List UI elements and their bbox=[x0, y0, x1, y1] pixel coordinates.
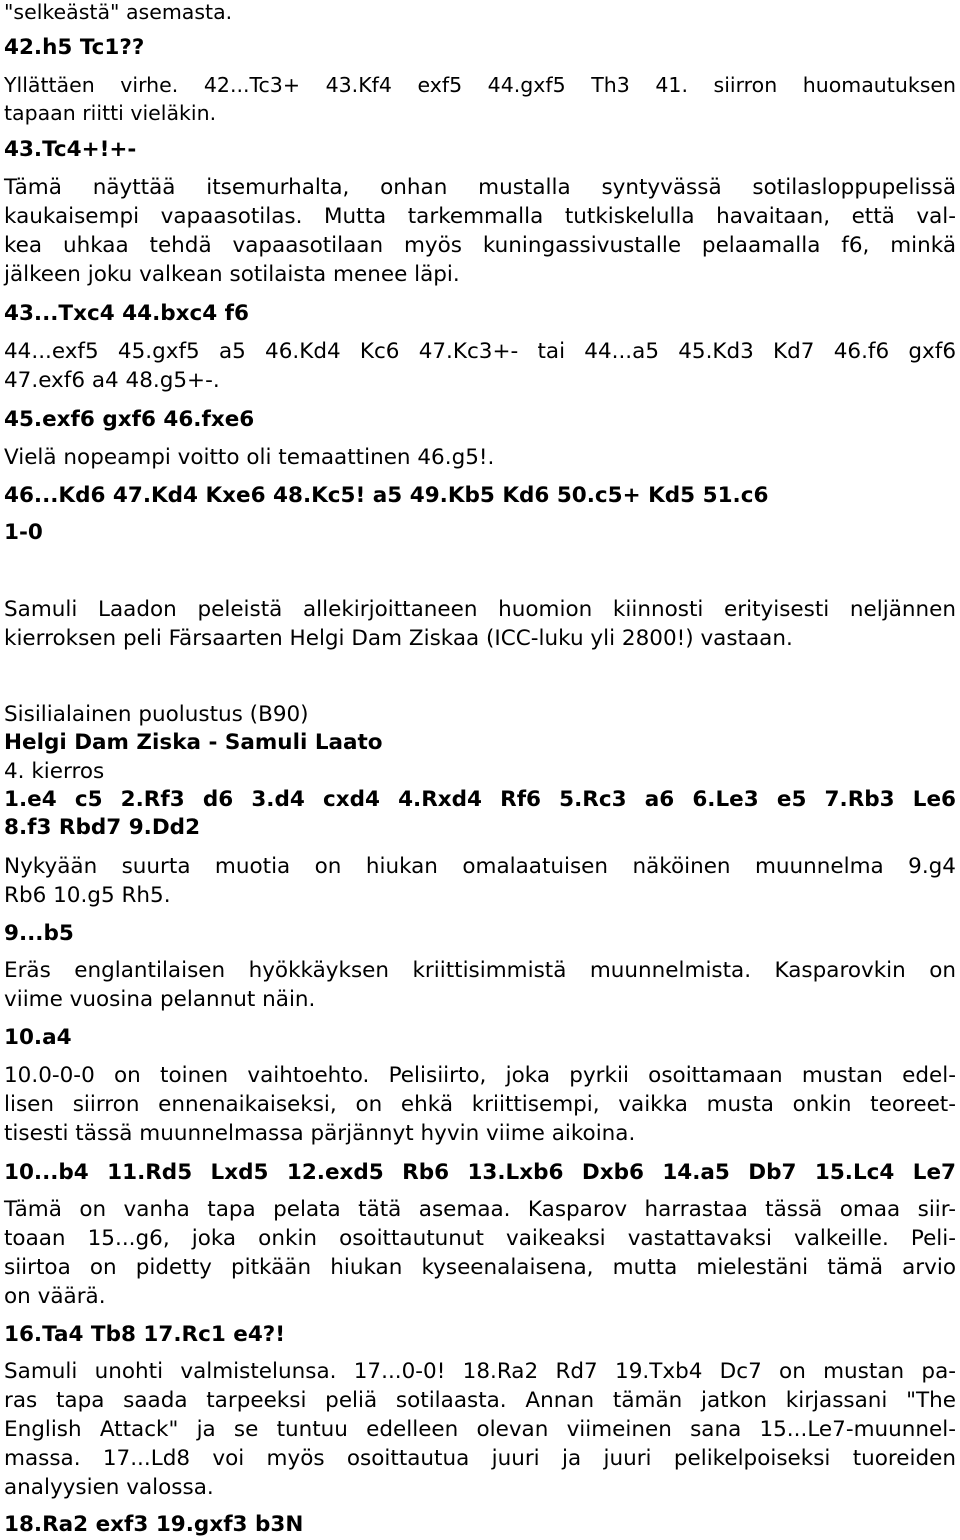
move-line: 8.f3 Rbd7 9.Dd2 bbox=[4, 815, 201, 840]
move-line: 43...Txc4 44.bxc4 f6 bbox=[4, 301, 249, 326]
text-line: Samuli unohti valmistelunsa. 17...0-0! 18.Ra2 Rd7 19.Txb4 Dc7 on mustan pa- bbox=[4, 1359, 956, 1384]
text-line: ras tapa saada tarpeeksi peliä sotilaasta. Annan tämän jatkon kirjassani "The bbox=[4, 1388, 956, 1413]
text-line: Tämä näyttää itsemurhalta, onhan mustalla syntyvässä sotilasloppupelissä bbox=[4, 175, 956, 200]
text-line: Tämä on vanha tapa pelata tätä asemaa. Kasparov harrastaa tässä omaa siir- bbox=[4, 1197, 956, 1222]
move-line: 16.Ta4 Tb8 17.Rc1 e4?! bbox=[4, 1322, 286, 1347]
text-line: 47.exf6 a4 48.g5+-. bbox=[4, 368, 220, 393]
text-line: kaukaisempi vapaasotilas. Mutta tarkemmalla tutkiskelulla havaitaan, että val- bbox=[4, 204, 956, 229]
text-line: tapaan riitti vieläkin. bbox=[4, 101, 217, 125]
move-line: 46...Kd6 47.Kd4 Kxe6 48.Kc5! a5 49.Kb5 Kd6 50.c5+ Kd5 51.c6 bbox=[4, 483, 769, 508]
text-line: Vielä nopeampi voitto oli temaattinen 46.g5!. bbox=[4, 445, 495, 470]
text-line: lisen siirron ennenaikaiseksi, on ehkä kriittisempi, vaikka musta onkin teoreet- bbox=[4, 1092, 956, 1117]
text-line: Nykyään suurta muotia on hiukan omalaatuisen näköinen muunnelma 9.g4 bbox=[4, 854, 956, 879]
text-line: Rb6 10.g5 Rh5. bbox=[4, 883, 171, 908]
text-line: siirtoa on pidetty pitkään hiukan kyseenalaisena, mutta mielestäni tämä arvio bbox=[4, 1255, 956, 1280]
text-line: analyysien valossa. bbox=[4, 1475, 214, 1500]
move-line: 10...b4 11.Rd5 Lxd5 12.exd5 Rb6 13.Lxb6 Dxb6 14.a5 Db7 15.Lc4 Le7 bbox=[4, 1160, 956, 1185]
text-line: kierroksen peli Färsaarten Helgi Dam Ziskaa (ICC-luku yli 2800!) vastaan. bbox=[4, 626, 793, 651]
text-line: "selkeästä" asemasta. bbox=[4, 0, 233, 24]
opening-name: Sisilialainen puolustus (B90) bbox=[4, 702, 309, 727]
move-line: 1.e4 c5 2.Rf3 d6 3.d4 cxd4 4.Rxd4 Rf6 5.Rc3 a6 6.Le3 e5 7.Rb3 Le6 bbox=[4, 787, 956, 812]
text-line: 44...exf5 45.gxf5 a5 46.Kd4 Kc6 47.Kc3+- tai 44...a5 45.Kd3 Kd7 46.f6 gxf6 bbox=[4, 339, 956, 364]
game-title: Helgi Dam Ziska - Samuli Laato bbox=[4, 730, 383, 755]
text-line: on väärä. bbox=[4, 1284, 106, 1309]
text-line: massa. 17...Ld8 voi myös osoittautua juuri ja juuri pelikelpoiseksi tuoreiden bbox=[4, 1446, 956, 1471]
text-line: Yllättäen virhe. 42...Tc3+ 43.Kf4 exf5 44.gxf5 Th3 41. siirron huomautuksen bbox=[4, 73, 956, 97]
move-line: 10.a4 bbox=[4, 1025, 72, 1050]
move-line: 45.exf6 gxf6 46.fxe6 bbox=[4, 407, 255, 432]
text-line: 10.0-0-0 on toinen vaihtoehto. Pelisiirto, joka pyrkii osoittamaan mustan edel- bbox=[4, 1063, 956, 1088]
text-line: Eräs englantilaisen hyökkäyksen kriittisimmistä muunnelmista. Kasparovkin on bbox=[4, 958, 956, 983]
move-line: 42.h5 Tc1?? bbox=[4, 35, 145, 60]
text-line: jälkeen joku valkean sotilaista menee läpi. bbox=[4, 262, 460, 287]
text-line: toaan 15...g6, joka onkin osoittautunut vaikeaksi vastattavaksi valkeille. Peli- bbox=[4, 1226, 956, 1251]
move-line: 9...b5 bbox=[4, 921, 74, 946]
result-line: 1-0 bbox=[4, 520, 43, 545]
text-line: tisesti tässä muunnelmassa pärjännyt hyvin viime aikoina. bbox=[4, 1121, 636, 1146]
round-label: 4. kierros bbox=[4, 759, 105, 784]
text-line: English Attack" ja se tuntuu edelleen olevan viimeinen sana 15...Le7-muunnel- bbox=[4, 1417, 956, 1442]
move-line: 18.Ra2 exf3 19.gxf3 b3N bbox=[4, 1512, 304, 1537]
text-line: Samuli Laadon peleistä allekirjoittaneen huomion kiinnosti erityisesti neljännen bbox=[4, 597, 956, 622]
text-line: kea uhkaa tehdä vapaasotilaan myös kuningassivustalle pelaamalla f6, minkä bbox=[4, 233, 956, 258]
text-line: viime vuosina pelannut näin. bbox=[4, 987, 316, 1012]
move-line: 43.Tc4+!+- bbox=[4, 137, 137, 162]
